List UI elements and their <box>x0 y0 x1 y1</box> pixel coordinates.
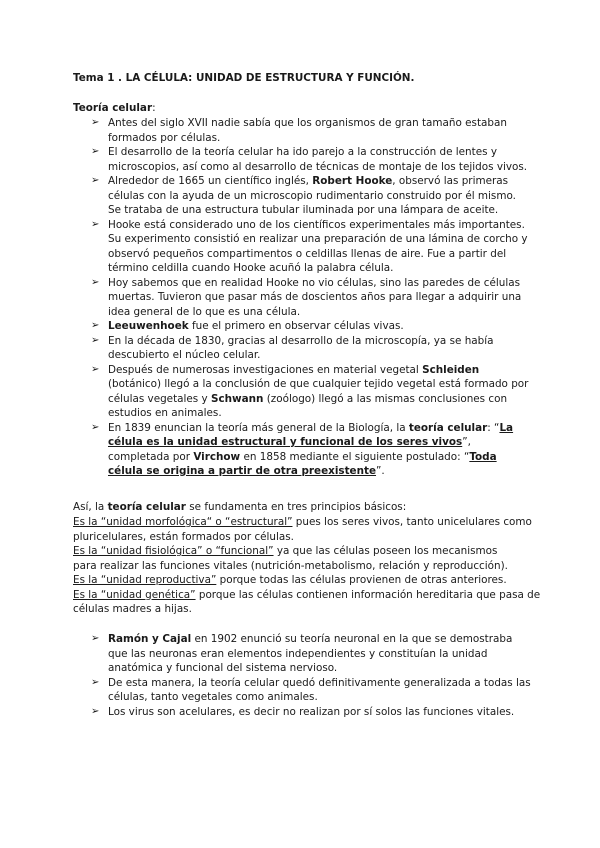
section-heading-label: Teoría celular <box>73 102 153 114</box>
postulate-link[interactable]: La célula es la unidad estructural y funcional de los seres vivos <box>108 421 514 448</box>
list-item <box>91 705 531 720</box>
person-name: Ramón y Cajal <box>108 633 192 645</box>
person-name: Schleiden <box>422 363 480 376</box>
arrow-bullet-icon: ➢ <box>91 276 100 288</box>
bullet-text: (botánico) llegó a la conclusión de que cualquier tejido vegetal está formado por células vegetales y <box>108 378 529 405</box>
principle-text: pues los seres vivos, tanto unicelulares como pluricelulares, están formados por células. <box>73 516 532 543</box>
bullet-text: , observó las primeras células con la ayuda de un microscopio rudimentario construido por él mismo. Se trataba de una estructura tubular iluminada por una lámpara de aceite. <box>108 175 516 216</box>
list-item <box>91 145 531 174</box>
list-item <box>91 276 531 320</box>
person-name: Robert Hooke <box>312 175 393 187</box>
bullet-text: ”. <box>376 465 385 477</box>
principle-physiological <box>73 544 543 573</box>
arrow-bullet-icon: ➢ <box>91 175 100 186</box>
bullet-text: De esta manera, la teoría celular quedó definitivamente generalizada a todas las células, tanto vegetales como animales. <box>108 676 531 703</box>
bullet-text: El desarrollo de la teoría celular ha ido parejo a la construcción de lentes y microscopios, así como al desarrollo de técnicas de montaje de los tejidos vivos. <box>108 146 528 173</box>
principle-heading: Es la “unidad genética” <box>73 588 196 601</box>
arrow-bullet-icon: ➢ <box>91 633 100 644</box>
section-heading-colon: : <box>152 102 156 114</box>
bullet-text: Antes del siglo XVII nadie sabía que los organismos de gran tamaño estaban formados por células. <box>108 117 507 144</box>
principle-heading: Es la “unidad reproductiva” <box>73 574 217 586</box>
bullet-text: Alrededor de 1665 un científico inglés, <box>108 175 313 187</box>
arrow-bullet-icon: ➢ <box>91 676 100 688</box>
list-item <box>91 421 531 479</box>
list-item <box>91 319 531 334</box>
principle-heading: Es la “unidad fisiológica” o “funcional” <box>73 545 274 557</box>
principle-text: para realizar las funciones vitales (nutrición-metabolismo, relación y reproducción). <box>73 559 508 572</box>
list-item <box>91 174 531 218</box>
bullet-text: En 1839 enuncian la teoría más general de la Biología, la <box>108 421 409 434</box>
arrow-bullet-icon: ➢ <box>91 705 100 717</box>
list-item <box>91 334 531 363</box>
bullet-text: Hoy sabemos que en realidad Hooke no vio células, sino las paredes de células muertas. Tuvieron que pasar más de doscientos años para llegar a adquirir una idea general de lo que es una célula. <box>108 276 522 318</box>
postulate-link[interactable]: Toda célula se origina a partir de otra preexistente <box>108 450 497 477</box>
section-heading <box>73 101 156 116</box>
history-bullet-list <box>91 116 531 479</box>
arrow-bullet-icon: ➢ <box>91 146 100 157</box>
arrow-bullet-icon: ➢ <box>91 117 100 128</box>
intro-text: se fundamenta en tres principios básicos: <box>185 501 407 513</box>
key-term: teoría celular <box>408 421 488 434</box>
arrow-bullet-icon: ➢ <box>91 218 100 230</box>
person-name: Schwann <box>210 392 264 405</box>
list-item <box>91 632 531 676</box>
principle-text: ya que las células poseen los mecanismos <box>273 545 498 557</box>
arrow-bullet-icon: ➢ <box>91 320 100 331</box>
principle-text: porque todas las células provienen de otras anteriores. <box>216 574 507 586</box>
list-item <box>91 218 531 276</box>
list-item <box>91 116 531 145</box>
principle-reproductive <box>73 573 543 588</box>
bullet-text: (zoólogo) llegó a las mismas conclusiones con estudios en animales. <box>108 392 508 419</box>
principle-heading: Es la “unidad morfológica“ o “estructural” <box>73 516 293 528</box>
arrow-bullet-icon: ➢ <box>91 363 100 375</box>
conclusion-bullet-list <box>91 632 531 719</box>
person-name: Virchow <box>193 450 241 463</box>
bullet-text: Hooke está considerado uno de los científicos experimentales más importantes. Su experimento consistió en realizar una preparación de una lámina de corcho y observó pequeños compartimentos o celdillas llenas de aire. Fue a partir del término celdilla cuando Hooke acuñó la palabra célula. <box>108 218 528 274</box>
list-item <box>91 676 531 705</box>
intro-text: Así, la <box>73 501 108 513</box>
principle-genetic <box>73 588 543 617</box>
arrow-bullet-icon: ➢ <box>91 421 100 433</box>
bullet-text: Después de numerosas investigaciones en material vegetal <box>108 363 423 376</box>
bullet-text: En la década de 1830, gracias al desarrollo de la microscopía, ya se había descubierto el núcleo celular. <box>108 334 494 361</box>
bullet-text: Los virus son acelulares, es decir no realizan por sí solos las funciones vitales. <box>108 705 515 718</box>
arrow-bullet-icon: ➢ <box>91 334 100 346</box>
principles-intro <box>73 500 543 515</box>
bullet-text: ”, completada por <box>108 436 471 463</box>
bullet-text: fue el primero en observar células vivas. <box>188 320 404 332</box>
list-item <box>91 363 531 421</box>
person-name: Leeuwenhoek <box>108 320 189 332</box>
key-term: teoría celular <box>107 501 186 513</box>
bullet-text: en 1858 mediante el siguiente postulado: “ <box>240 450 470 463</box>
page-title: Tema 1 . LA CÉLULA: UNIDAD DE ESTRUCTURA Y FUNCIÓN. <box>73 72 415 84</box>
bullet-text: en 1902 enunció su teoría neuronal en la que se demostraba que las neuronas eran elementos independientes y constituían la unidad anatómica y funcional del sistema nervioso. <box>108 633 513 674</box>
principle-morphological <box>73 515 543 544</box>
principles-list <box>73 515 543 617</box>
bullet-text: : “ <box>487 421 500 434</box>
principle-text: porque las células contienen información hereditaria que pasa de células madres a hijas. <box>73 588 541 615</box>
